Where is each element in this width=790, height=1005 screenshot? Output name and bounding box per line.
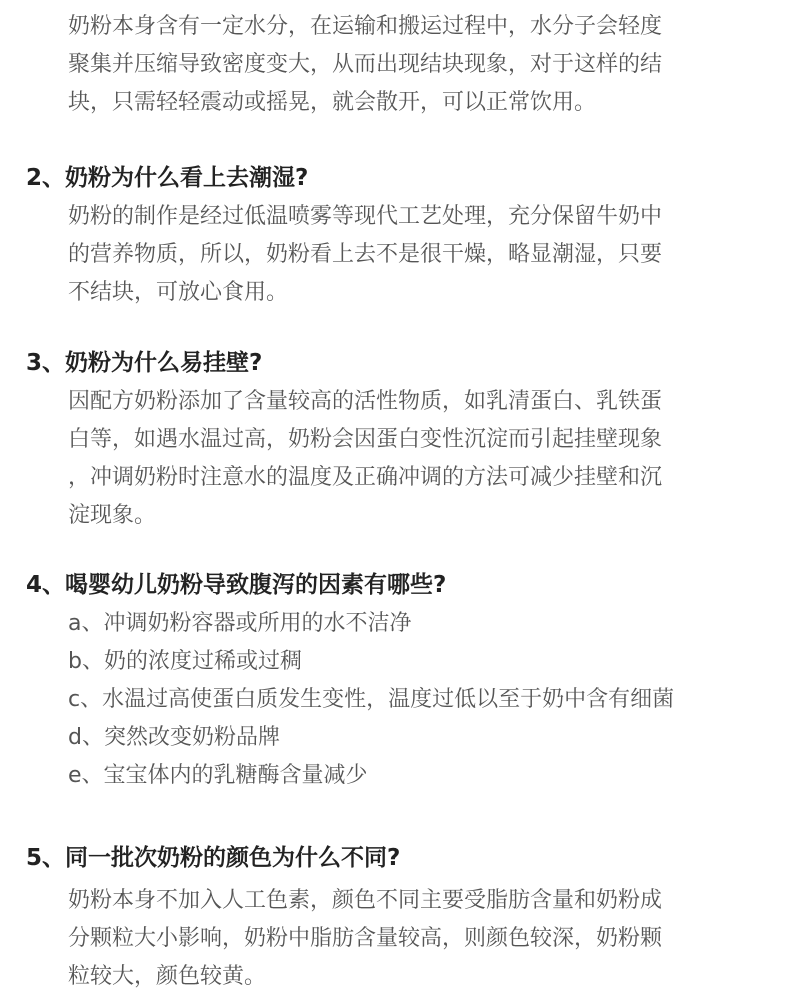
answer-line: 白等，如遇水温过高，奶粉会因蛋白变性沉淀而引起挂壁现象 [68, 427, 663, 452]
list-item [68, 681, 674, 719]
faq-item-1 [0, 0, 692, 122]
answer-line: 块，只需轻轻震动或摇晃，就会散开，可以正常饮用。 [68, 90, 597, 115]
list-marker: c、 [68, 687, 103, 712]
list-item-text: 奶的浓度过稀或过稠 [103, 649, 302, 674]
answer-line: 因配方奶粉添加了含量较高的活性物质，如乳清蛋白、乳铁蛋 [68, 389, 663, 414]
answer-line: 聚集并压缩导致密度变大，从而出现结块现象，对于这样的结 [68, 52, 663, 77]
question-title: 5、同一批次奶粉的颜色为什么不同? [26, 845, 401, 871]
answer-line: 奶粉本身含有一定水分，在运输和搬运过程中，水分子会轻度 [68, 14, 663, 39]
list-marker: b、 [68, 649, 104, 674]
answer-line: 奶粉本身不加入人工色素，颜色不同主要受脂肪含量和奶粉成 [68, 888, 663, 913]
question-title: 2、奶粉为什么看上去潮湿? [26, 165, 309, 191]
list-item-text: 水温过高使蛋白质发生变性，温度过低以至于奶中含有细菌 [102, 687, 675, 712]
list-item [68, 643, 674, 681]
list-item [68, 757, 674, 795]
list-item [68, 605, 674, 643]
list-marker: d、 [68, 725, 104, 750]
list-marker: a、 [68, 611, 104, 636]
answer-line: 的营养物质，所以，奶粉看上去不是很干燥，略显潮湿，只要 [68, 242, 663, 267]
list-item-text: 突然改变奶粉品牌 [103, 725, 280, 750]
faq-item-5 [0, 842, 692, 996]
answer-line: 奶粉的制作是经过低温喷雾等现代工艺处理，充分保留牛奶中 [68, 204, 663, 229]
answer-text [0, 383, 692, 535]
answer-line: 粒较大，颜色较黄。 [68, 964, 267, 989]
answer-line: 不结块，可放心食用。 [68, 280, 289, 305]
list-item-text: 宝宝体内的乳糖酶含量减少 [103, 763, 368, 788]
answer-line: ，冲调奶粉时注意水的温度及正确冲调的方法可减少挂壁和沉 [68, 465, 663, 490]
list-item-text: 冲调奶粉容器或所用的水不洁净 [103, 611, 412, 636]
answer-line: 淀现象。 [68, 503, 157, 528]
answer-text [0, 8, 692, 122]
list-item [68, 719, 674, 757]
faq-item-3 [0, 347, 692, 535]
answer-text [0, 882, 692, 996]
answer-text [0, 198, 692, 312]
question-title: 4、喝婴幼儿奶粉导致腹泻的因素有哪些? [26, 572, 447, 598]
question-title [0, 0, 692, 4]
question-title: 3、奶粉为什么易挂壁? [26, 350, 263, 376]
faq-item-2 [0, 162, 692, 312]
answer-list [0, 605, 704, 795]
faq-item-4 [0, 569, 704, 795]
answer-line: 分颗粒大小影响，奶粉中脂肪含量较高，则颜色较深，奶粉颗 [68, 926, 663, 951]
list-marker: e、 [68, 763, 104, 788]
